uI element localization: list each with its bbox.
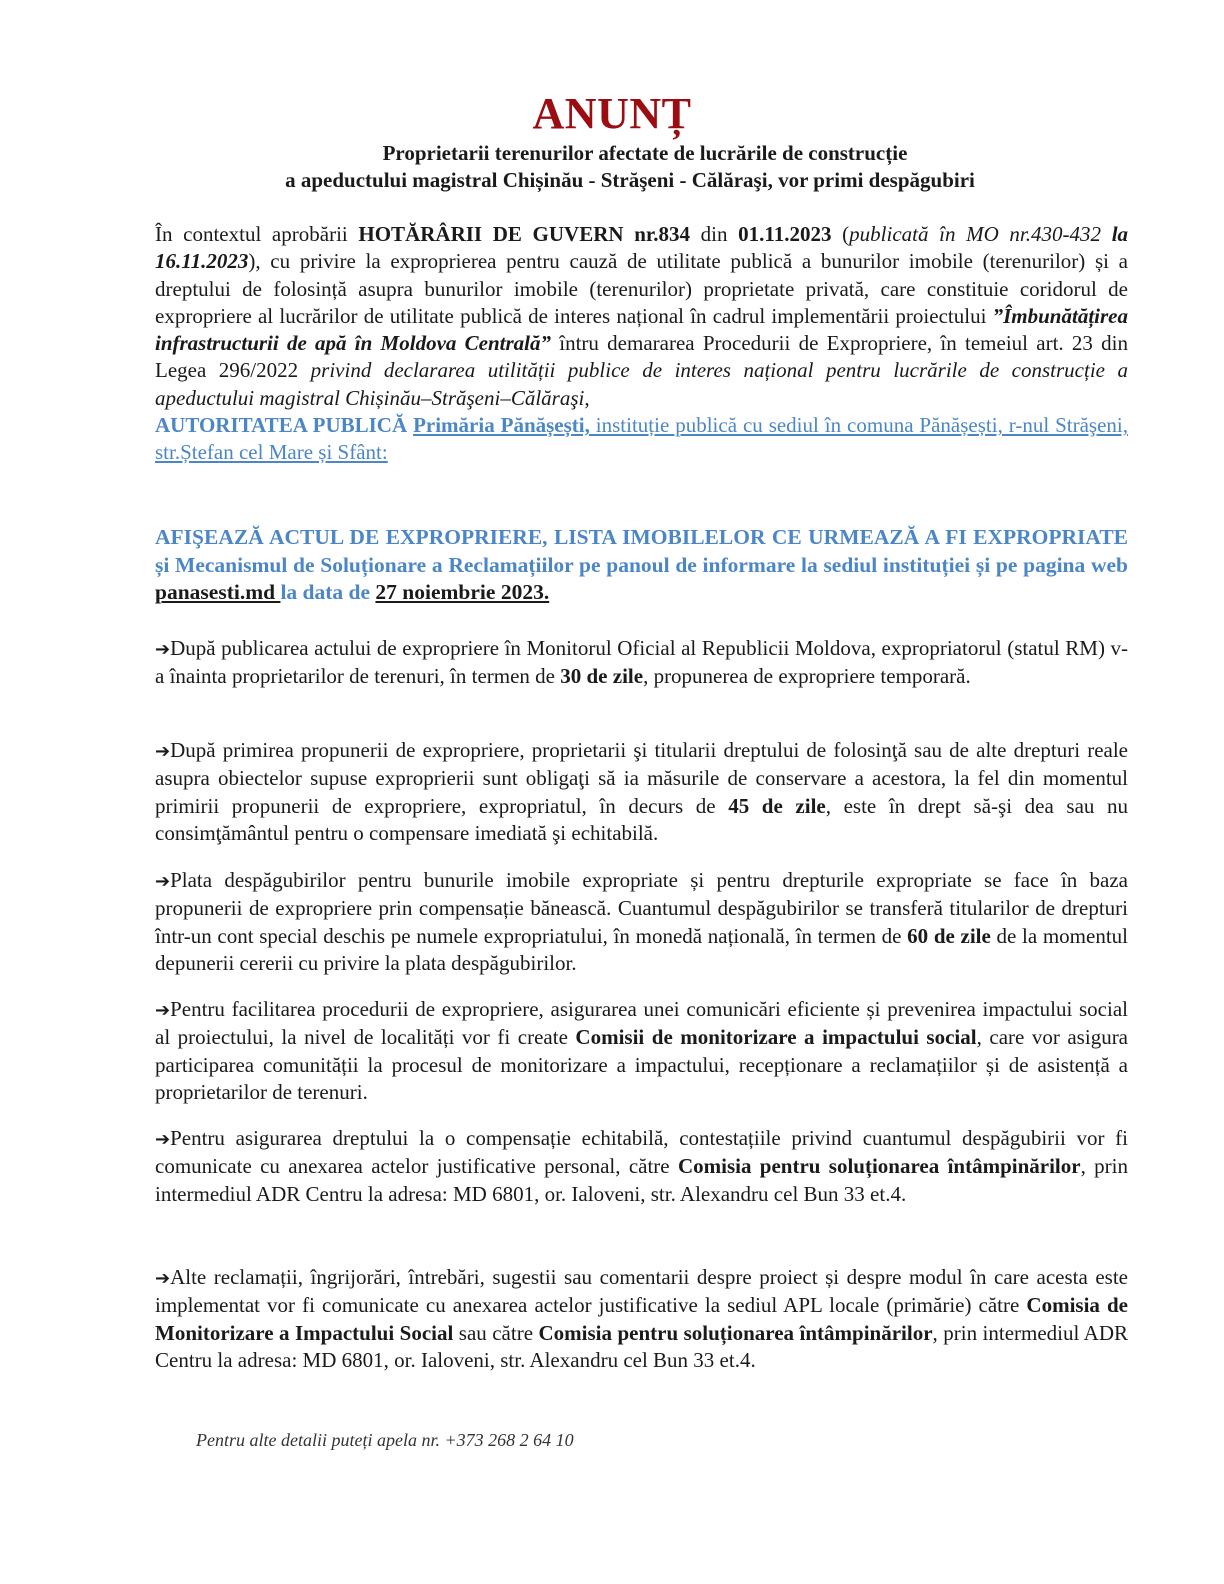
item-text: Plata despăgubirilor pentru bunurile imobile expropriate și pentru drepturile expropriate se face în baza propunerii de expropriere prin compensație bănească. Cuantumul despăgubirilor se transferă titularilor de drepturi într-un cont special deschis pe numele expropriatului, în monedă națională, în termen de (155, 868, 1128, 948)
list-item (155, 867, 1128, 977)
display-text: AFIŞEAZĂ ACTUL DE EXPROPRIERE, LISTA IMOBILELOR CE URMEAZĂ A FI EXPROPRIATE și Mecanismul de Soluționare a Reclamațiilor pe panoul de informare la sediul instituției și pe pagina web (155, 525, 1128, 577)
list-item (155, 1125, 1128, 1208)
item-text: sau către (453, 1320, 539, 1345)
intro-text: ), cu privire la exproprierea pentru cauză de utilitate publică a bunurilor imobile (terenurilor) și a dreptului de folosință asupra bunurilor imobile (terenurilor) proprietate privată, care constituie coridorul de expropriere al lucrărilor de utilitate publică de interes național în cadrul implementării proiectului (155, 249, 1128, 328)
item-text: Pentru facilitarea procedurii de expropriere, asigurarea unei comunicări eficiente și prevenirea impactului social al proiectului, la nivel de localități vor fi create (155, 997, 1128, 1050)
item-bold: Comisia de Monitorizare a Impactului Social (155, 1293, 1128, 1345)
arrow-icon: ➔ (155, 1268, 171, 1289)
subtitle-line-1: Proprietarii terenurilor afectate de lucrările de construcție (382, 141, 908, 165)
publication-ref: publicată în MO nr.430-432 (849, 222, 1112, 246)
intro-text: , (584, 385, 590, 410)
arrow-icon: ➔ (155, 741, 171, 762)
item-text: , prin intermediul ADR Centru la adresa: MD 6801, or. Ialoveni, str. Alexandru cel Bun 33 et.4. (155, 1154, 1128, 1206)
arrow-icon: ➔ (155, 871, 171, 892)
project-name: ”Îmbunătățirea infrastructurii de apă în Moldova Centrală” (155, 303, 1128, 356)
item-text: , care vor asigura participarea comunității la procesul de monitorizare a impactului, recepționare a reclamațiilor și de asistență a proprietarilor de terenuri. (155, 1025, 1129, 1104)
display-date: 27 noiembrie 2023. (375, 580, 550, 604)
authority-name: Primăria Pănășești, (413, 413, 590, 438)
website-link[interactable]: panasesti.md (155, 580, 281, 604)
item-bold: Comisii de monitorizare a impactului social (575, 1025, 977, 1050)
item-text: , este în drept să-şi dea sau nu consimţământul pentru o compensare imediată şi echitabilă. (155, 793, 1129, 845)
item-bold: 60 de zile (907, 923, 991, 948)
intro-text: întru demararea Procedurii de Expropriere, în temeiul art. 23 din Legea 296/2022 (155, 331, 1128, 383)
item-text: , prin intermediul ADR Centru la adresa: MD 6801, or. Ialoveni, str. Alexandru cel Bun 33 et.4. (155, 1320, 1128, 1372)
display-notice (155, 524, 1128, 607)
publication-date: la 16.11.2023 (155, 222, 1129, 274)
page-title: ANUNȚ (532, 89, 692, 138)
decision-date: 01.11.2023 (738, 222, 832, 246)
intro-paragraph (155, 221, 1128, 467)
item-bold: Comisia pentru soluționarea întâmpinărilor (677, 1154, 1081, 1179)
intro-text: din (690, 222, 739, 246)
law-title: privind declararea utilității publice de interes național pentru lucrările de construcție a apeductului magistral Chișinău–Străşeni–Călăraşi (155, 358, 1128, 410)
item-text: După primirea propunerii de expropriere, proprietarii şi titularii dreptului de folosinţă sau de alte drepturi reale asupra obiectelor supuse exproprierii sunt obligaţi să ia măsurile de conservare a acestora, la fel din momentul primirii propunerii de expropriere, expropriatul, în decurs de (155, 738, 1128, 818)
item-text: , propunerea de expropriere temporară. (643, 664, 971, 689)
arrow-icon: ➔ (155, 1000, 171, 1021)
authority-address: instituție publică cu sediul în comuna Pănășești, r-nul Străşeni, str.Ștefan cel Mare și Sfânt: (155, 413, 1128, 465)
list-item (155, 1264, 1128, 1374)
decision-number: HOTĂRÂRII DE GUVERN nr.834 (358, 222, 691, 246)
item-text: Alte reclamații, îngrijorări, întrebări, sugestii sau comentarii despre proiect și despre modul în care acesta este implementat vor fi comunicate cu anexarea actelor justificative la sediul APL locale (primărie) către (155, 1265, 1128, 1318)
item-text: După publicarea actului de expropriere în Monitorul Oficial al Republicii Moldova, expropriatorul (statul RM) v-a înainta proprietarilor de terenuri, în termen de (155, 636, 1128, 689)
list-item (155, 996, 1128, 1106)
arrow-icon: ➔ (155, 639, 171, 660)
item-text: Pentru asigurarea dreptului la o compensație echitabilă, contestațiile privind cuantumul despăgubirii vor fi comunicate cu anexarea actelor justificative personal, către (155, 1126, 1128, 1179)
authority-block (155, 413, 1128, 464)
arrow-icon: ➔ (155, 1129, 171, 1150)
item-bold: Comisia pentru soluționarea întâmpinărilor (538, 1320, 933, 1345)
footer-contact: Pentru alte detalii puteți apela nr. +373 268 2 64 10 (196, 1430, 574, 1450)
authority-label: AUTORITATEA PUBLICĂ (155, 413, 408, 438)
item-bold: 30 de zile (560, 664, 644, 689)
subtitle-line-2: a apeductului magistral Chișinău - Străşeni - Călăraşi, vor primi despăgubiri (285, 168, 975, 192)
list-item (155, 635, 1128, 691)
list-item (155, 737, 1128, 847)
intro-text: ( (831, 222, 850, 246)
display-text: la data de (280, 580, 376, 604)
intro-text: În contextul aprobării (155, 222, 359, 246)
item-text: de la momentul depunerii cererii cu privire la plata despăgubirilor. (155, 923, 1128, 975)
item-bold: 45 de zile (728, 793, 826, 818)
